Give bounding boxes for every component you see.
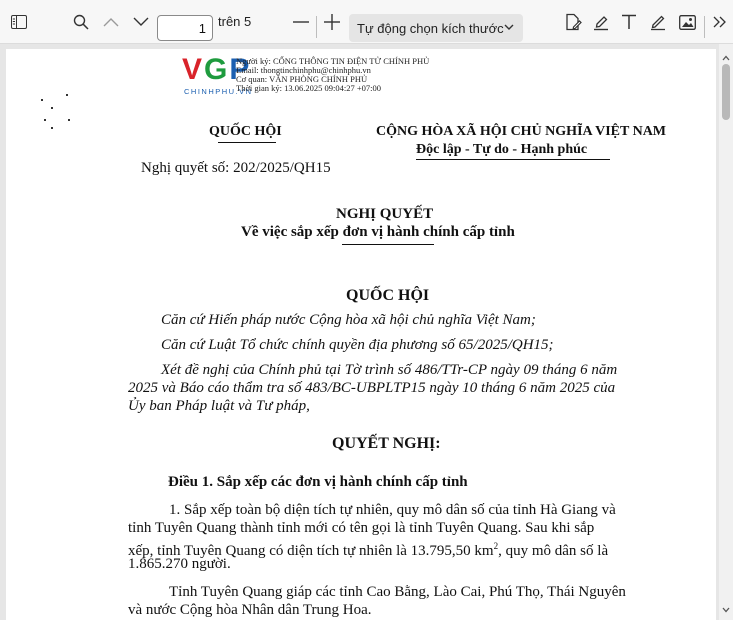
national-header: CỘNG HÒA XÃ HỘI CHỦ NGHĨA VIỆT NAM [376, 124, 667, 139]
vgp-logo: VGP [182, 53, 252, 86]
document-viewer[interactable] [0, 44, 733, 620]
next-page-icon[interactable] [130, 0, 152, 44]
document-subtitle: Về việc sắp xếp đơn vị hành chính cấp tỉnh [241, 224, 515, 240]
sidebar-toggle-icon[interactable] [8, 0, 30, 44]
body-heading: QUỐC HỘI [346, 287, 430, 304]
zoom-in-icon[interactable] [321, 0, 343, 44]
legal-basis-constitution: Căn cứ Hiến pháp nước Cộng hòa xã hội chủ nghĩa Việt Nam; [161, 312, 536, 328]
article-1-p1-line-2: tỉnh Tuyên Quang thành tỉnh mới có tên gọi là tỉnh Tuyên Quang. Sau khi sắp [128, 520, 595, 536]
zoom-select-value: Tự động chọn kích thước [357, 20, 504, 36]
text-tool-icon[interactable] [618, 0, 640, 44]
toolbar-divider [316, 16, 317, 38]
signature-email: Email: thongtinchinhphu@chinhphu.vn [236, 65, 371, 75]
motto-underline [416, 159, 610, 160]
article-1-p1-line-4: 1.865.270 người. [128, 556, 231, 572]
article-1-p1-line-1: 1. Sắp xếp toàn bộ diện tích tự nhiên, quy mô dân số của tỉnh Hà Giang và [169, 502, 616, 518]
resolution-number: Nghị quyết số: 202/2025/QH15 [141, 160, 331, 176]
proposal-line-3: Ủy ban Pháp luật và Tư pháp, [128, 398, 310, 414]
image-icon[interactable] [676, 0, 698, 44]
zoom-select[interactable] [349, 14, 523, 42]
search-icon[interactable] [70, 0, 92, 44]
pdf-page [6, 49, 716, 620]
population-text: , quy mô dân số là [498, 543, 609, 559]
draw-icon[interactable] [647, 0, 669, 44]
article-1-title: Điều 1. Sắp xếp các đơn vị hành chính cấp tỉnh [168, 474, 468, 490]
decision-heading: QUYẾT NGHỊ: [332, 435, 441, 452]
page-number-input[interactable] [157, 15, 213, 41]
more-tools-icon[interactable] [709, 0, 731, 44]
highlight-icon[interactable] [590, 0, 612, 44]
page-total-label: trên 5 [218, 14, 252, 29]
document-title: NGHỊ QUYẾT [336, 206, 434, 222]
signature-signer: Người ký: CỔNG THÔNG TIN ĐIỆN TỬ CHÍNH PHỦ [236, 56, 430, 66]
legal-basis-law: Căn cứ Luật Tổ chức chính quyền địa phương số 65/2025/QH15; [161, 337, 554, 353]
signature-time: Thời gian ký: 13.06.2025 09:04:27 +07:00 [236, 83, 382, 93]
title-underline [342, 244, 434, 245]
proposal-line-2: 2025 và Báo cáo thẩm tra số 483/BC-UBPLTP15 ngày 10 tháng 6 năm 2025 của [128, 380, 616, 396]
area-text: xếp, tỉnh Tuyên Quang có diện tích tự nhiên là 13.795,50 km [128, 543, 494, 559]
proposal-line-1: Xét đề nghị của Chính phủ tại Tờ trình số 486/TTr-CP ngày 09 tháng 6 năm [161, 362, 618, 378]
scrollbar-thumb[interactable] [722, 64, 730, 120]
issuer-underline [218, 142, 276, 143]
signature-agency: Cơ quan: VĂN PHÒNG CHÍNH PHỦ [236, 74, 368, 84]
article-1-p2-line-2: và nước Cộng hòa Nhân dân Trung Hoa. [128, 602, 372, 618]
national-motto: Độc lập - Tự do - Hạnh phúc [416, 142, 588, 157]
vertical-scrollbar[interactable] [719, 44, 733, 620]
pdf-toolbar [0, 0, 733, 44]
scroll-down-icon[interactable] [722, 600, 730, 618]
signature-stamp [236, 57, 429, 93]
text-edit-icon[interactable] [562, 0, 584, 44]
zoom-out-icon[interactable] [290, 0, 312, 44]
toolbar-divider [704, 16, 705, 38]
logo-subtitle: CHINHPHU.VN [184, 87, 253, 96]
chevron-down-icon [503, 21, 515, 36]
area-superscript: 2 [493, 541, 499, 551]
previous-page-icon[interactable] [100, 0, 122, 44]
article-1-p2-line-1: Tỉnh Tuyên Quang giáp các tỉnh Cao Bằng, Lào Cai, Phú Thọ, Thái Nguyên [169, 584, 626, 600]
issuer-header: QUỐC HỘI [209, 124, 282, 139]
